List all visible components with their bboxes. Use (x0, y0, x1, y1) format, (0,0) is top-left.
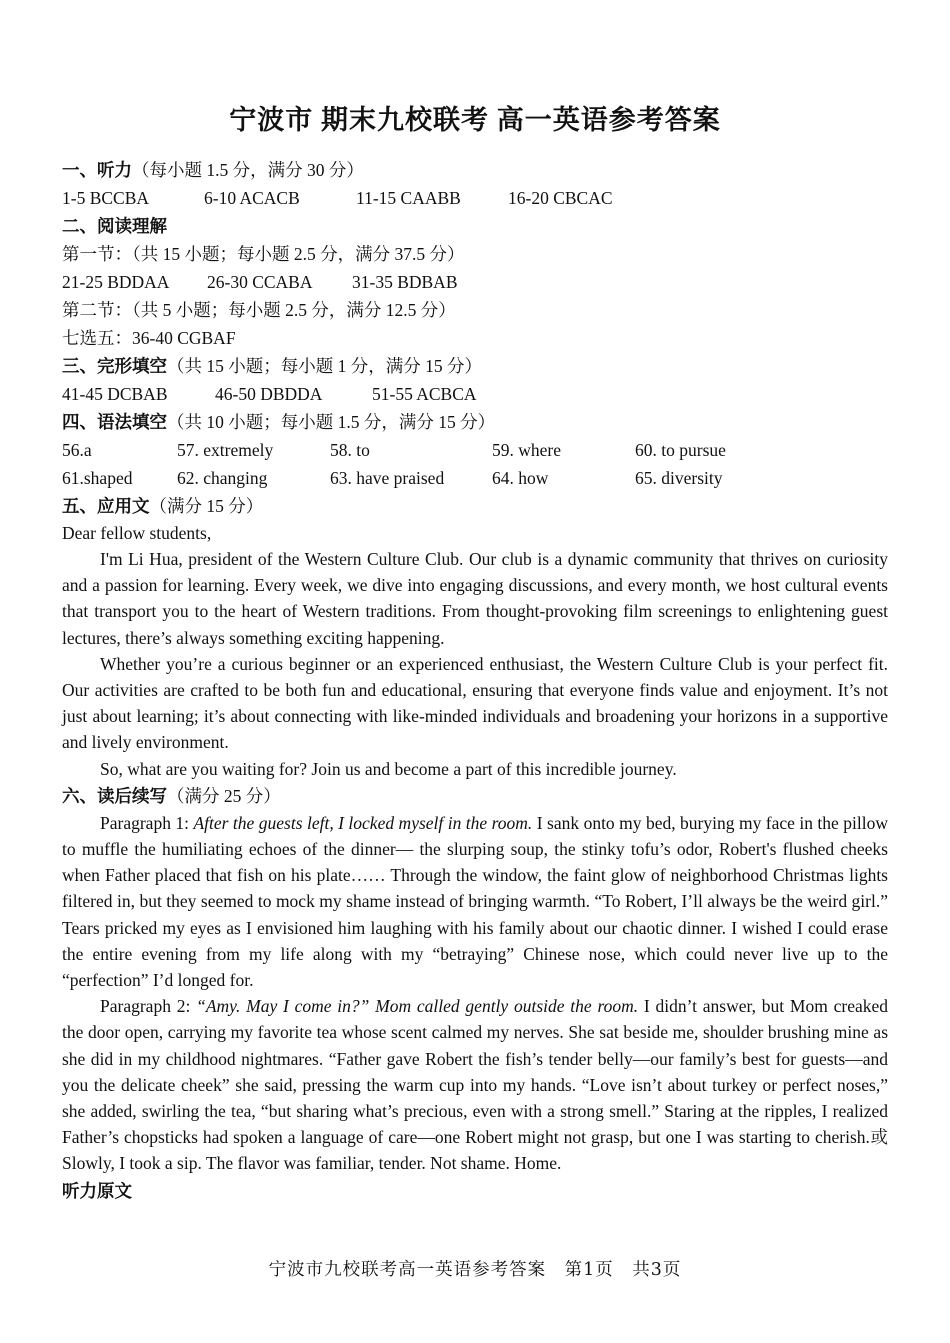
letter-paragraph: I'm Li Hua, president of the Western Culture Club. Our club is a dynamic community that thrives on curiosity and a passion for learning. Every week, we dive into engaging discussions, and every month, we host cultural events that transport you to the heart of Western traditions. From thought-provoking film screenings to enlightening guest lectures, there’s always something exciting happening. (62, 549, 888, 648)
story-paragraph-1 (62, 810, 888, 993)
grammar-answer: 64. how (492, 468, 549, 488)
answer-group: 51-55 ACBCA (372, 384, 477, 404)
grammar-answer: 57. extremely (177, 440, 274, 460)
answer-group: 6-10 ACACB (204, 188, 300, 208)
grammar-answer: 58. to (330, 440, 370, 460)
listening-note: （每小题 1.5 分，满分 30 分） (132, 160, 364, 180)
paragraph-lead: “Amy. May I come in?” Mom called gently outside the room. (196, 996, 639, 1017)
answer-group: 46-50 DBDDA (215, 384, 323, 404)
answer-group: 26-30 CCABA (207, 272, 313, 292)
paragraph-lead: After the guests left, I locked myself in the room. (193, 812, 533, 833)
letter-greeting: Dear fellow students, (62, 523, 212, 543)
grammar-answer: 59. where (492, 440, 562, 460)
letter-paragraph: So, what are you waiting for? Join us and become a part of this incredible journey. (100, 758, 677, 779)
grammar-answer: 56.a (62, 440, 92, 460)
paragraph-label: Paragraph 2: (100, 996, 197, 1017)
answer-group: 1-5 BCCBA (62, 188, 150, 208)
paragraph-label: Paragraph 1: (100, 812, 194, 833)
page-title: 宁波市 期末九校联考 高一英语参考答案 (229, 105, 721, 135)
answer-group: 21-25 BDDAA (62, 272, 170, 292)
reading-section2: 第二节：（共 5 小题；每小题 2.5 分，满分 12.5 分） (62, 300, 456, 320)
reading-section1: 第一节：（共 15 小题；每小题 2.5 分，满分 37.5 分） (62, 244, 465, 264)
grammar-answer: 62. changing (177, 468, 268, 488)
writing-note: （满分 15 分） (149, 496, 264, 516)
reading-section1-answers (62, 268, 888, 296)
continuation-heading-line (62, 782, 888, 810)
grammar-heading-line (62, 408, 888, 436)
grammar-answer: 63. have praised (330, 468, 445, 488)
reading-heading: 二、阅读理解 (62, 216, 167, 236)
listening-heading-line (62, 156, 888, 184)
listening-heading: 一、听力 (62, 160, 132, 180)
writing-heading-line (62, 492, 888, 520)
grammar-answers-row-2 (62, 464, 888, 492)
grammar-heading: 四、语法填空 (62, 412, 167, 432)
grammar-answer: 61.shaped (62, 468, 133, 488)
answer-group: 41-45 DCBAB (62, 384, 168, 404)
answer-group: 31-35 BDBAB (352, 272, 458, 292)
listening-answers (62, 184, 888, 212)
reading-section2-answers: 七选五：36-40 CGBAF (62, 328, 236, 348)
paragraph-body: I sank onto my bed, burying my face in the pillow to muffle the humiliating echoes of the dinner— the slurping soup, the stinky tofu’s odor, Robert's flushed cheeks when Father placed that fish on his plate…… Through the window, the faint glow of neighborhood Christmas lights filtered in, but they seemed to mock my shame instead of bringing warmth. “To Robert, I’ll always be the weird girl.” Tears pricked my eyes as I envisioned him laughing with his family about our chaotic dinner. I wished I could erase the entire evening from my life along with my “betraying” Chinese nose, which could never live up to the “perfection” I’d longed for. (62, 812, 888, 991)
answer-sheet (62, 100, 888, 1205)
answer-group: 16-20 CBCAC (508, 188, 613, 208)
letter-paragraph: Whether you’re a curious beginner or an experienced enthusiast, the Western Culture Club is your perfect fit. Our activities are crafted to be both fun and educational, ensuring that everyone finds value and enjoyment. It’s not just about learning; it’s about connecting with like-minded individuals and broadening your horizons in a supportive and lively environment. (62, 653, 888, 753)
writing-heading: 五、应用文 (62, 496, 150, 516)
grammar-answer: 65. diversity (635, 468, 723, 488)
answer-group: 11-15 CAABB (356, 188, 461, 208)
cloze-heading-line (62, 352, 888, 380)
transcript-heading: 听力原文 (62, 1180, 132, 1201)
page-footer: 宁波市九校联考高一英语参考答案 第1页 共3页 (268, 1260, 682, 1280)
cloze-answers (62, 380, 888, 408)
grammar-answers-row-1 (62, 436, 888, 464)
continuation-heading: 六、读后续写 (62, 785, 167, 806)
grammar-answer: 60. to pursue (635, 440, 726, 460)
cloze-note: （共 15 小题；每小题 1 分，满分 15 分） (167, 356, 482, 376)
cloze-heading: 三、完形填空 (62, 356, 167, 376)
grammar-note: （共 10 小题；每小题 1.5 分，满分 15 分） (167, 412, 496, 432)
continuation-note: （满分 25 分） (167, 785, 281, 806)
paragraph-body: I didn’t answer, but Mom creaked the door open, carrying my favorite tea whose scent calmed my nerves. She sat beside me, shoulder brushing mine as she did in my childhood nightmares. “Father gave Robert the fish’s tender belly—our family’s best for guests—and you the delicate cheek” she said, pressing the warm cup into my hands. “Love isn’t about turkey or perfect noses,” she added, swirling the tea, “but sharing what’s precious, even with a strong smell.” Staring at the ripples, I realized Father’s chopsticks had spoken a language of care—one Robert might not grasp, but one I was starting to cherish.或 Slowly, I took a sip. The flavor was familiar, tender. Not shame. Home. (62, 996, 889, 1174)
story-paragraph-2 (62, 993, 888, 1176)
